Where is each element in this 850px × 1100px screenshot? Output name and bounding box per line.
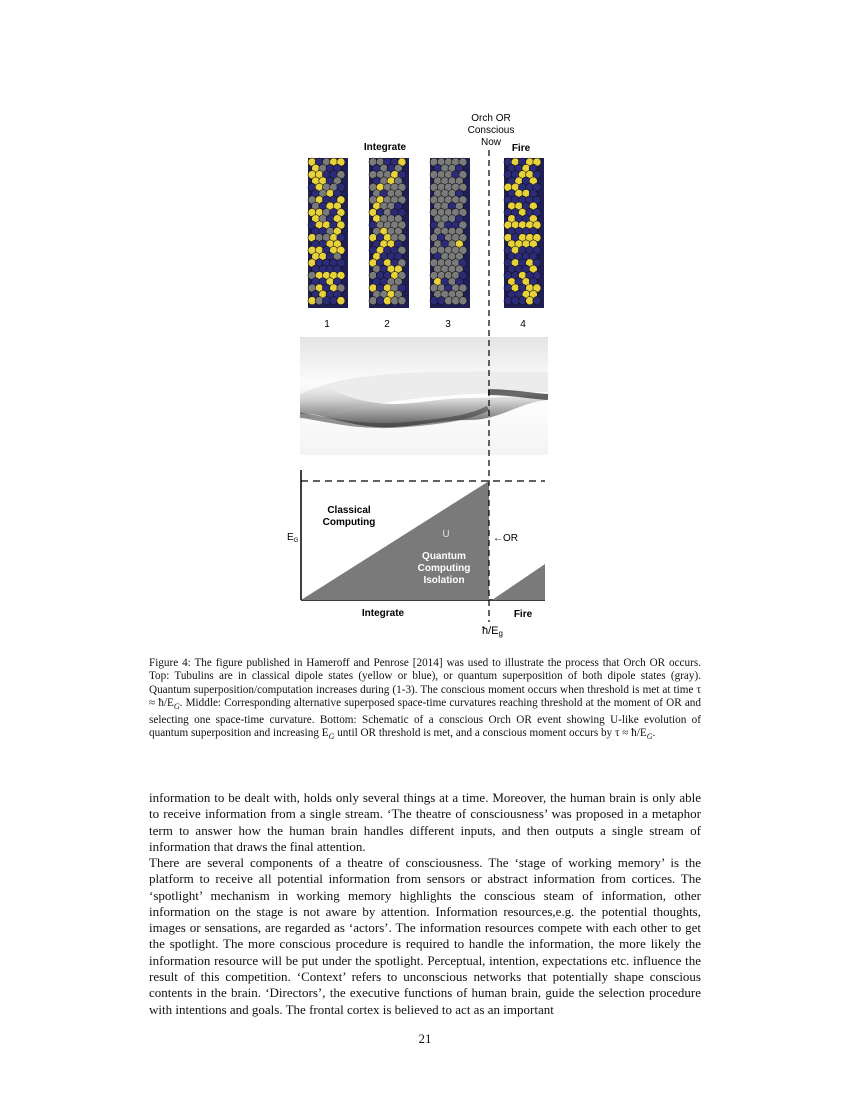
tubulin-number-4: 4 [520, 319, 526, 330]
tubulin-dimer [398, 297, 406, 305]
or-arrow-label: ←OR [493, 533, 518, 544]
caption-text-4: . [652, 727, 656, 740]
orch-or-label-3: Now [480, 137, 502, 148]
classical-label-1: Classical [327, 505, 371, 516]
eg-axis-label: $E_G$ [287, 532, 299, 544]
spacetime-curvature-image [300, 337, 548, 455]
hbar-eg-label: ħ/Eg [482, 625, 503, 638]
tubulin-dimer [533, 297, 541, 305]
quantum-label-2: Computing [417, 563, 471, 574]
tubulin-column-3 [430, 158, 470, 308]
tubulin-dimer [459, 297, 467, 305]
classical-label-2: Computing [322, 517, 376, 528]
body-paragraph-2: There are several components of a theatre of consciousness. The ‘stage of working memory’ is the platform to receive all potential information from sensors or abstract information from cortices. The ‘spotlight’ mechanism in working memory highlights the conscious steam of information, other information on the stage is not aware by attention. Information resources,e.g. the potential thoughts, images or sensations, are regarded as ‘actors’. The information resources compete with each other to get the spotlight. The more conscious procedure is required to handle the information, the more likely the information resource will be put under the spotlight. Perceptual, intention, expectations etc. influence the result of this competition. ‘Context’ refers to unconscious networks that potentially shape conscious contents in the brain. ‘Directors’, the executive functions of human brain, guide the selection procedure with intentions and goals. The frontal cortex is believed to act as an important [149, 855, 701, 1017]
integrate-bottom-label: Integrate [361, 608, 405, 619]
caption-prefix: Figure 4: [149, 657, 195, 669]
integrate-top-label: Integrate [363, 142, 407, 153]
quantum-label-1: Quantum [422, 551, 466, 562]
tubulin-number-2: 2 [384, 319, 390, 330]
fire-triangle [492, 564, 545, 600]
tubulin-column-1 [308, 158, 348, 308]
tubulin-number-1: 1 [324, 319, 330, 330]
tubulin-column-2 [369, 158, 409, 308]
figure-caption [149, 657, 701, 744]
tubulin-column-4 [504, 158, 544, 308]
caption-sub-1: G [173, 702, 180, 712]
u-label: U [442, 529, 450, 540]
caption-sub-2: G [328, 732, 335, 742]
orch-or-label-2: Conscious [467, 125, 515, 136]
caption-text-3: until OR threshold is met, and a conscious moment occurs by τ ≈ ħ/E [334, 727, 647, 740]
orch-or-schematic [287, 470, 545, 638]
caption-sub-3: G [646, 732, 653, 742]
body-paragraph-1: information to be dealt with, holds only several things at a time. Moreover, the human brain is only able to receive information from a single stream. ‘The theatre of consciousness’ was proposed in a metaphor term to answer how the human brain handles different inputs, and then outputs a single stream of information that draws the final attention. [149, 790, 701, 854]
quantum-label-3: Isolation [423, 575, 465, 586]
tubulin-number-3: 3 [445, 319, 451, 330]
caption-text-2: . Middle: Corresponding alternative superposed space-time curvatures reaching threshold at the moment of OR and selecting one space-time curvature. Bottom: Schematic of a conscious Orch OR event showing U-like evolution of quantum superposition and increasing E [149, 697, 701, 740]
tubulin-dimer [337, 297, 345, 305]
page-number: 21 [418, 1031, 432, 1046]
fire-top-label: Fire [511, 143, 531, 154]
fire-bottom-label: Fire [513, 609, 533, 620]
tubulin-columns [308, 158, 544, 308]
orch-or-label-1: Orch OR [471, 113, 511, 124]
caption-text-1: The figure published in Hameroff and Penrose [2014] was used to illustrate the process that Orch OR occurs. Top: Tubulins are in classical dipole states (yellow or blue), or quantum superposition of both dipole states (gray). Quantum superposition/computation increases during (1-3). The conscious moment occurs when threshold is met at time τ ≈ ħ/E [149, 657, 701, 710]
